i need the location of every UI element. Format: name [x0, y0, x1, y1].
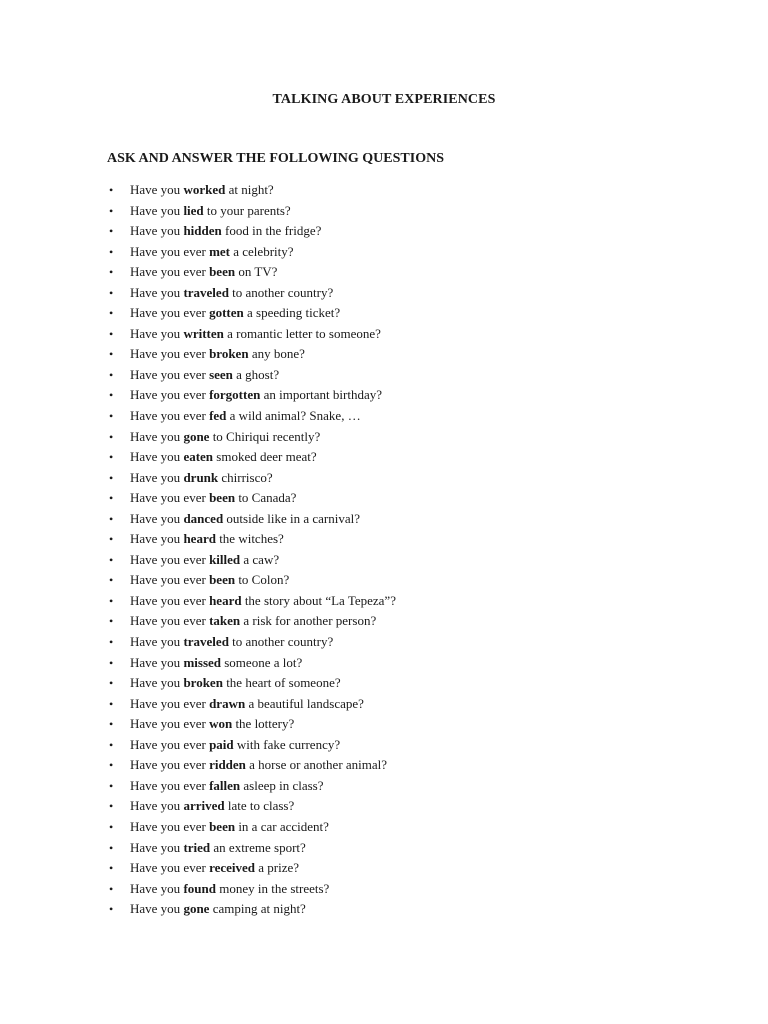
bullet-icon: •	[109, 511, 114, 526]
question-suffix: the witches?	[215, 531, 284, 547]
question-suffix: a beautiful landscape?	[245, 695, 364, 711]
question-verb: drawn	[209, 695, 246, 711]
bullet-icon: •	[109, 224, 114, 239]
question-suffix: food in the fridge?	[221, 223, 322, 239]
question-suffix: to Canada?	[235, 490, 297, 506]
question-prefix: Have you	[130, 223, 184, 239]
question-text	[130, 776, 324, 797]
question-text	[130, 180, 274, 201]
question-verb: ridden	[209, 757, 246, 773]
bullet-icon: •	[109, 758, 114, 773]
question-prefix: Have you ever	[130, 572, 210, 588]
bullet-icon: •	[109, 861, 114, 876]
question-suffix: an extreme sport?	[210, 839, 306, 855]
question-prefix: Have you ever	[130, 408, 210, 424]
bullet-icon: •	[109, 326, 114, 341]
bullet-icon: •	[109, 532, 114, 547]
question-prefix: Have you ever	[130, 243, 210, 259]
question-verb: eaten	[183, 449, 214, 465]
question-text	[130, 694, 364, 715]
question-suffix: on TV?	[235, 264, 278, 280]
bullet-icon: •	[109, 409, 114, 424]
question-suffix: outside like in a carnival?	[223, 510, 360, 526]
question-suffix: a caw?	[240, 551, 280, 567]
question-prefix: Have you ever	[130, 346, 210, 362]
question-text	[130, 899, 306, 920]
bullet-icon: •	[109, 819, 114, 834]
question-prefix: Have you	[130, 839, 184, 855]
question-verb: forgotten	[209, 387, 261, 403]
question-text	[130, 427, 320, 448]
question-text	[130, 509, 360, 530]
bullet-icon: •	[109, 717, 114, 732]
question-prefix: Have you	[130, 901, 184, 917]
question-verb: been	[209, 818, 236, 834]
question-verb: tried	[183, 839, 211, 855]
bullet-icon: •	[109, 593, 114, 608]
question-prefix: Have you ever	[130, 387, 210, 403]
question-verb: heard	[183, 531, 216, 547]
question-prefix: Have you	[130, 469, 184, 485]
question-suffix: in a car accident?	[235, 818, 329, 834]
bullet-icon: •	[109, 881, 114, 896]
bullet-icon: •	[109, 840, 114, 855]
question-verb: worked	[183, 182, 226, 197]
question-prefix: Have you ever	[130, 716, 210, 732]
question-suffix: asleep in class?	[240, 777, 324, 793]
bullet-icon: •	[109, 696, 114, 711]
question-verb: fallen	[209, 777, 241, 793]
question-verb: danced	[183, 510, 224, 526]
question-suffix: smoked deer meat?	[213, 449, 317, 465]
question-text	[130, 673, 341, 694]
question-prefix: Have you ever	[130, 777, 210, 793]
question-verb: fed	[209, 408, 227, 424]
bullet-icon: •	[109, 183, 114, 197]
question-text	[130, 755, 387, 776]
question-prefix: Have you	[130, 798, 184, 814]
bullet-icon: •	[109, 614, 114, 629]
question-verb: drunk	[183, 469, 219, 485]
bullet-icon: •	[109, 799, 114, 814]
question-prefix: Have you	[130, 510, 184, 526]
question-prefix: Have you ever	[130, 366, 210, 382]
question-suffix: camping at night?	[209, 901, 306, 917]
question-suffix: an important birthday?	[260, 387, 382, 403]
question-verb: received	[209, 860, 256, 876]
question-prefix: Have you ever	[130, 305, 210, 321]
question-verb: found	[183, 880, 216, 896]
question-verb: broken	[183, 675, 223, 691]
question-text	[130, 283, 333, 304]
bullet-icon: •	[109, 367, 114, 382]
question-prefix: Have you ever	[130, 757, 210, 773]
bullet-icon: •	[109, 902, 114, 917]
question-text	[130, 714, 294, 735]
question-verb: seen	[209, 366, 233, 382]
question-suffix: a ghost?	[232, 366, 280, 382]
question-suffix: the story about “La Tepeza”?	[241, 592, 396, 608]
question-text	[130, 201, 291, 222]
question-prefix: Have you	[130, 428, 184, 444]
bullet-icon: •	[109, 429, 114, 444]
question-verb: taken	[209, 613, 241, 629]
question-text	[130, 817, 329, 838]
bullet-icon: •	[109, 450, 114, 465]
question-prefix: Have you	[130, 325, 184, 341]
question-suffix: late to class?	[224, 798, 295, 814]
question-verb: hidden	[183, 223, 222, 239]
question-suffix: a romantic letter to someone?	[223, 325, 381, 341]
question-prefix: Have you ever	[130, 860, 210, 876]
question-suffix: someone a lot?	[221, 654, 303, 670]
question-suffix: to Chiriqui recently?	[209, 428, 321, 444]
question-suffix: chirrisco?	[218, 469, 273, 485]
question-suffix: to another country?	[228, 634, 334, 650]
bullet-icon: •	[109, 265, 114, 280]
question-verb: gone	[183, 428, 210, 444]
question-prefix: Have you	[130, 654, 184, 670]
question-text	[130, 529, 284, 550]
bullet-icon: •	[109, 203, 114, 218]
question-verb: gone	[183, 901, 210, 917]
question-text	[130, 344, 305, 365]
question-verb: won	[209, 716, 233, 732]
bullet-icon: •	[109, 491, 114, 506]
question-verb: been	[209, 264, 236, 280]
question-suffix: a horse or another animal?	[245, 757, 388, 773]
question-text	[130, 611, 376, 632]
question-text	[130, 838, 306, 859]
question-text	[130, 858, 299, 879]
question-suffix: at night?	[225, 182, 274, 197]
question-prefix: Have you	[130, 634, 184, 650]
bullet-icon: •	[109, 244, 114, 259]
question-suffix: a speeding ticket?	[243, 305, 341, 321]
question-prefix: Have you	[130, 880, 184, 896]
question-prefix: Have you ever	[130, 551, 210, 567]
question-verb: paid	[209, 736, 234, 752]
question-verb: traveled	[183, 634, 229, 650]
bullet-icon: •	[109, 655, 114, 670]
question-suffix: any bone?	[248, 346, 305, 362]
question-suffix: a prize?	[255, 860, 300, 876]
question-text	[130, 632, 333, 653]
bullet-icon: •	[109, 306, 114, 321]
question-suffix: to your parents?	[203, 202, 291, 218]
question-verb: heard	[209, 592, 242, 608]
question-text	[130, 385, 382, 406]
question-verb: met	[209, 243, 230, 259]
question-text	[130, 447, 317, 468]
question-suffix: with fake currency?	[233, 736, 341, 752]
section-heading: ASK AND ANSWER THE FOLLOWING QUESTIONS	[107, 151, 444, 166]
question-text	[130, 570, 289, 591]
question-prefix: Have you ever	[130, 592, 210, 608]
question-suffix: a celebrity?	[230, 243, 294, 259]
question-text	[130, 365, 279, 386]
bullet-icon: •	[109, 737, 114, 752]
question-suffix: a wild animal? Snake, …	[226, 408, 361, 424]
question-suffix: the lottery?	[232, 716, 295, 732]
question-text	[130, 242, 294, 263]
question-text	[130, 221, 321, 242]
question-verb: written	[183, 325, 224, 341]
question-text	[130, 488, 296, 509]
question-verb: arrived	[183, 798, 225, 814]
question-verb: missed	[183, 654, 221, 670]
bullet-icon: •	[109, 388, 114, 403]
question-prefix: Have you ever	[130, 736, 210, 752]
bullet-icon: •	[109, 778, 114, 793]
question-verb: gotten	[209, 305, 244, 321]
question-verb: broken	[209, 346, 249, 362]
question-prefix: Have you	[130, 182, 184, 197]
question-text	[130, 468, 273, 489]
bullet-icon: •	[109, 676, 114, 691]
question-text	[130, 406, 361, 427]
bullet-icon: •	[109, 470, 114, 485]
question-suffix: to another country?	[228, 284, 334, 300]
question-prefix: Have you	[130, 449, 184, 465]
question-verb: traveled	[183, 284, 229, 300]
question-text	[130, 591, 396, 612]
question-verb: been	[209, 490, 236, 506]
bullet-icon: •	[109, 635, 114, 650]
question-text	[130, 262, 277, 283]
question-suffix: the heart of someone?	[222, 675, 341, 691]
question-verb: been	[209, 572, 236, 588]
question-suffix: to Colon?	[235, 572, 290, 588]
question-text	[130, 324, 381, 345]
bullet-icon: •	[109, 552, 114, 567]
question-verb: killed	[209, 551, 241, 567]
question-text	[130, 796, 294, 817]
question-text	[130, 303, 340, 324]
question-prefix: Have you	[130, 202, 184, 218]
question-prefix: Have you ever	[130, 613, 210, 629]
question-verb: lied	[183, 202, 204, 218]
document-title: TALKING ABOUT EXPERIENCES	[272, 92, 496, 107]
bullet-icon: •	[109, 573, 114, 588]
question-text	[130, 653, 302, 674]
question-prefix: Have you ever	[130, 490, 210, 506]
bullet-icon: •	[109, 347, 114, 362]
question-text	[130, 550, 279, 571]
question-prefix: Have you	[130, 531, 184, 547]
question-suffix: a risk for another person?	[240, 613, 377, 629]
question-text	[130, 735, 340, 756]
question-prefix: Have you ever	[130, 264, 210, 280]
question-prefix: Have you	[130, 284, 184, 300]
question-text	[130, 879, 329, 900]
question-prefix: Have you	[130, 675, 184, 691]
question-suffix: money in the streets?	[215, 880, 330, 896]
bullet-icon: •	[109, 285, 114, 300]
question-prefix: Have you ever	[130, 818, 210, 834]
question-prefix: Have you ever	[130, 695, 210, 711]
